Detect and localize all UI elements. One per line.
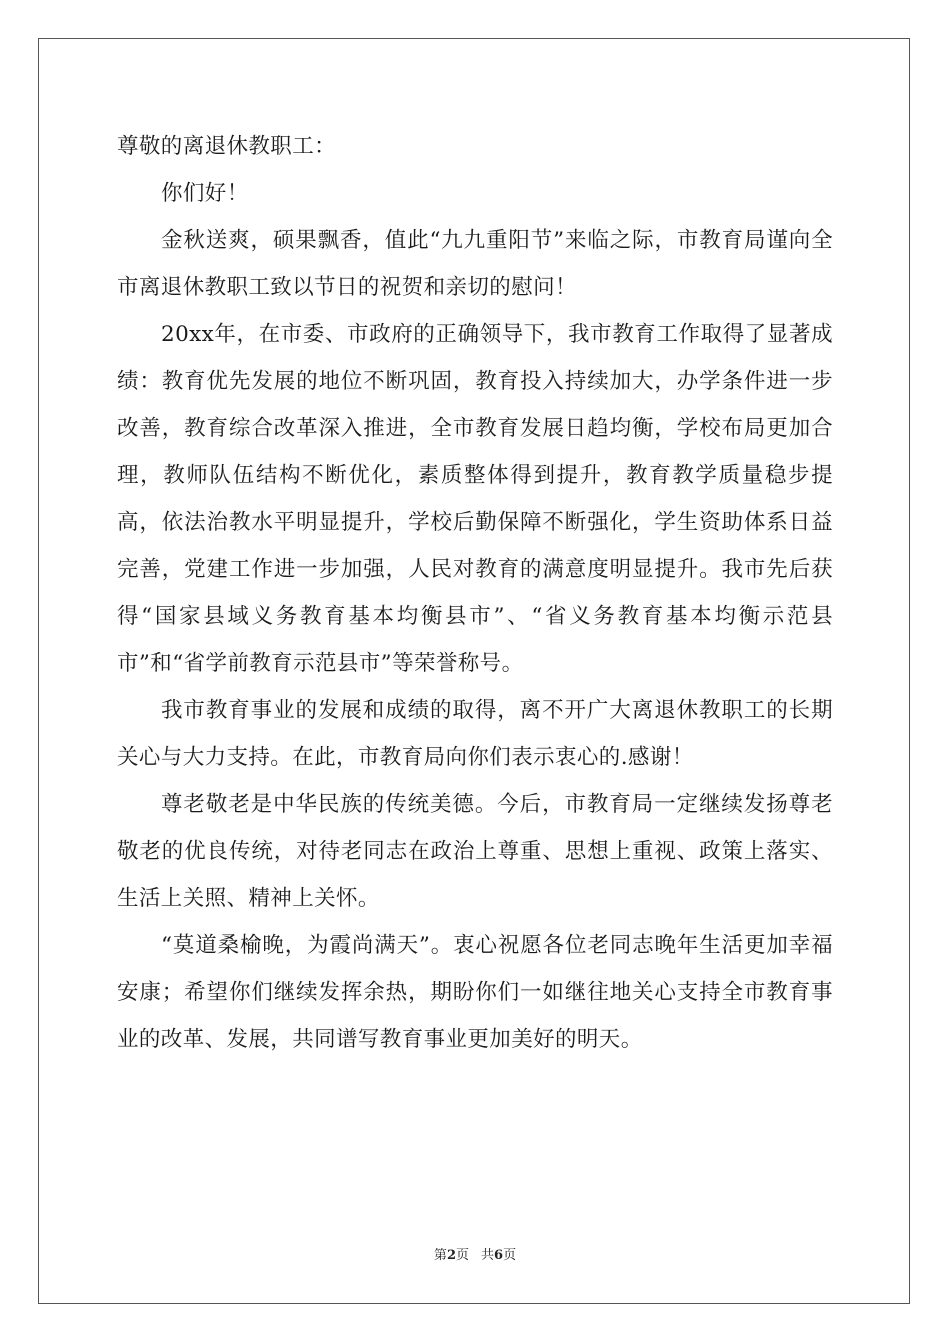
total-label-prefix: 共 xyxy=(481,1248,495,1263)
festival-greeting-paragraph: 金秋送爽，硕果飘香，值此“九九重阳节”来临之际，市教育局谨向全市离退休教职工致以节日的祝贺和亲切的慰问！ xyxy=(117,228,833,300)
page-label-prefix: 第 xyxy=(433,1248,447,1263)
total-label-suffix: 页 xyxy=(503,1248,517,1263)
current-page-number: 2 xyxy=(446,1248,456,1263)
closing-wishes-paragraph: “莫道桑榆晚，为霞尚满天”。衷心祝愿各位老同志晚年生活更加幸福安康；希望你们继续发挥余热，期盼你们一如继往地关心支持全市教育事业的改革、发展，共同谱写教育事业更加美好的明天。 xyxy=(117,933,833,1052)
page-footer xyxy=(0,1244,950,1263)
salutation: 尊敬的离退休教职工： xyxy=(117,134,337,159)
greeting-paragraph: 你们好！ xyxy=(161,181,249,206)
total-page-count: 6 xyxy=(494,1248,504,1263)
achievements-paragraph: 20xx年，在市委、市政府的正确领导下，我市教育工作取得了显著成绩：教育优先发展的地位不断巩固，教育投入持续加大，办学条件进一步改善，教育综合改革深入推进，全市教育发展日趋均衡，学校布局更加合理，教师队伍结构不断优化，素质整体得到提升，教育教学质量稳步提高，依法治教水平明显提升，学校后勤保障不断强化，学生资助体系日益完善，党建工作进一步加强，人民对教育的满意度明显提升。我市先后获得“国家县域义务教育基本均衡县市”、“省义务教育基本均衡示范县市”和“省学前教育示范县市”等荣誉称号。 xyxy=(117,322,833,676)
thanks-paragraph: 我市教育事业的发展和成绩的取得，离不开广大离退休教职工的长期关心与大力支持。在此，市教育局向你们表示衷心的.感谢！ xyxy=(117,698,833,770)
letter-body xyxy=(117,123,833,1063)
page-label-suffix: 页 xyxy=(455,1248,469,1263)
commitment-paragraph: 尊老敬老是中华民族的传统美德。今后，市教育局一定继续发扬尊老敬老的优良传统，对待老同志在政治上尊重、思想上重视、政策上落实、生活上关照、精神上关怀。 xyxy=(117,792,833,911)
